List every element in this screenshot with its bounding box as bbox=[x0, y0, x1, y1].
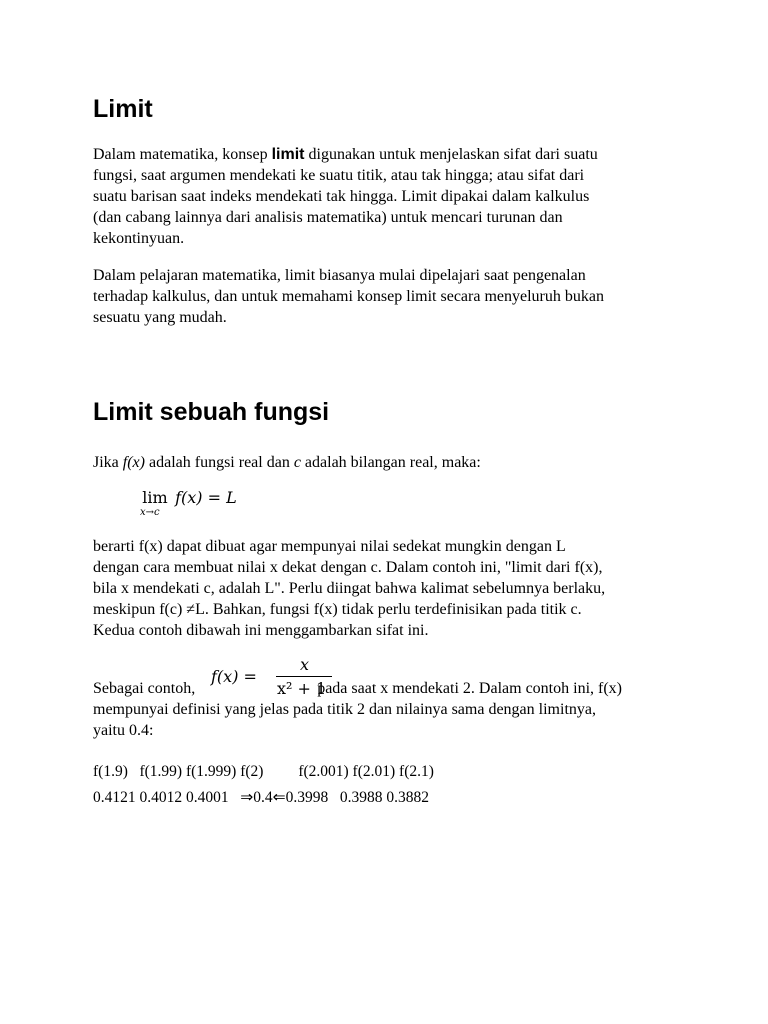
heading-limit-function: Limit sebuah fungsi bbox=[93, 398, 330, 426]
heading-limit: Limit bbox=[93, 95, 153, 123]
paragraph-example: Sebagai contoh, pada saat x mendekati 2. Dalam contoh ini, f(x) mempunyai definisi yang jelas pada titik 2 dan nilainya sama dengan limitnya, yaitu 0.4: bbox=[93, 680, 622, 739]
fraction-bar bbox=[276, 676, 332, 677]
table-row: 0.4121 0.4012 0.4001 ⇒0.4⇐0.3998 0.3988 0.3882 bbox=[93, 789, 429, 806]
paragraph-learning: Dalam pelajaran matematika, limit biasanya mulai dipelajari saat pengenalan terhadap kalkulus, dan untuk memahami konsep limit secara menyeluruh bukan sesuatu yang mudah. bbox=[93, 267, 604, 326]
paragraph-intro: Jika f(x) adalah fungsi real dan c adalah bilangan real, maka: bbox=[93, 454, 481, 471]
bold-limit: limit bbox=[271, 146, 305, 163]
limit-formula: lim x→c f(x) = L bbox=[140, 488, 237, 518]
paragraph-definition: Dalam matematika, konsep limit digunakan untuk menjelaskan sifat dari suatu fungsi, saat argumen mendekati ke suatu titik, atau tak hingga; atau sifat dari suatu barisan saat indeks mendekati tak hingga. Limit dipakai dalam kalkulus (dan cabang lainnya dari analisis matematika) untuk mencari turunan dan kekontinyuan. bbox=[93, 146, 598, 247]
table-row: f(1.9) f(1.99) f(1.999) f(2) f(2.001) f(2.01) f(2.1) bbox=[93, 763, 434, 780]
paragraph-explanation: berarti f(x) dapat dibuat agar mempunyai nilai sedekat mungkin dengan L dengan cara membuat nilai x dekat dengan c. Dalam contoh ini, "limit dari f(x), bila x mendekati c, adalah L". Perlu diingat bahwa kalimat sebelumnya berlaku, meskipun f(c) ≠L. Bahkan, fungsi f(x) tidak perlu terdefinisikan pada titik c. Kedua contoh dibawah ini menggambarkan sifat ini. bbox=[93, 538, 606, 639]
